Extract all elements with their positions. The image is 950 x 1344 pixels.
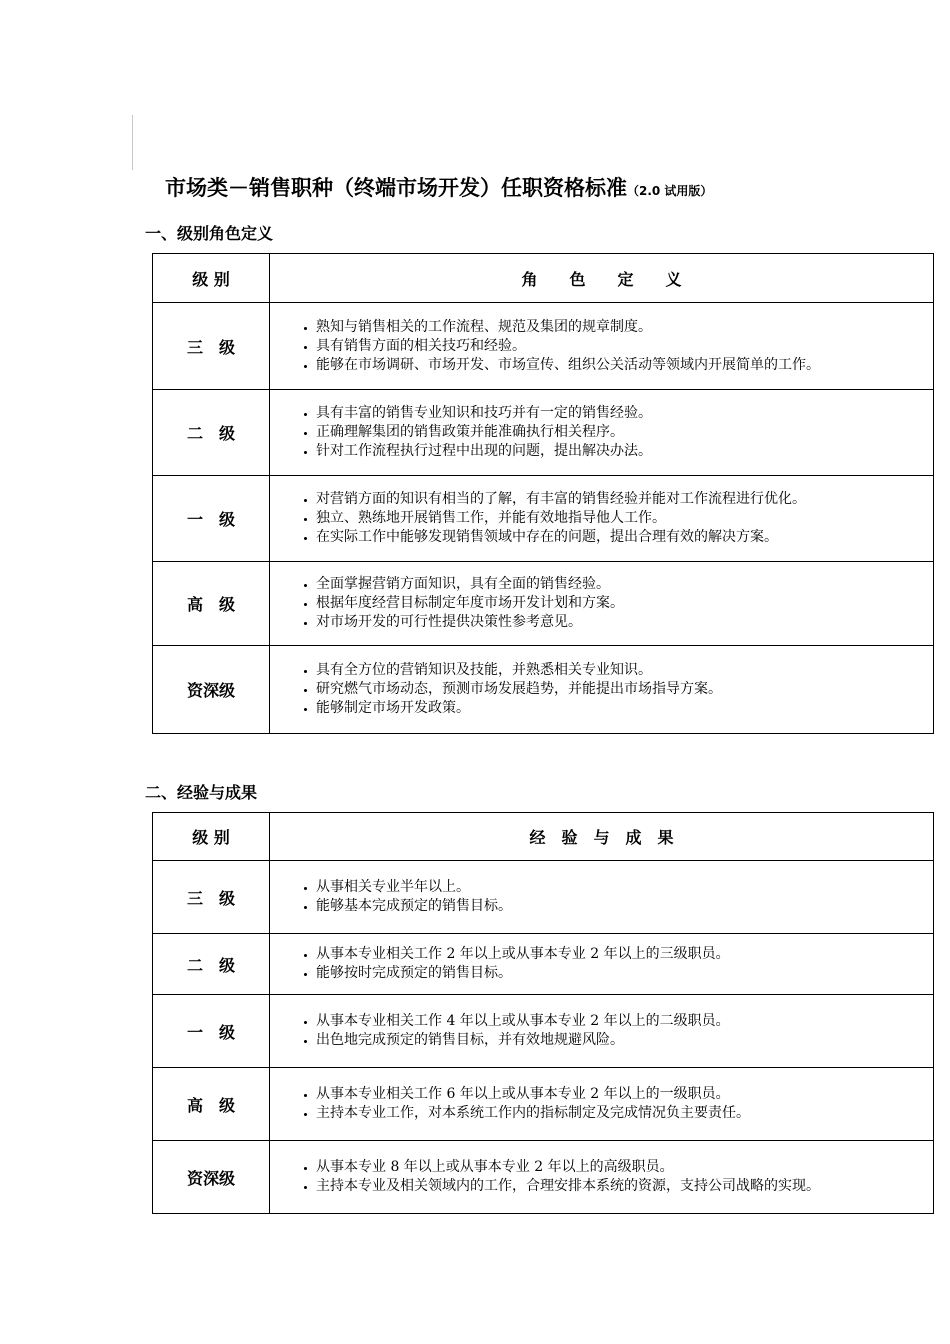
table-row xyxy=(153,934,934,995)
table-row xyxy=(153,303,934,390)
content-cell xyxy=(270,1068,934,1141)
title-version: （2.0 试用版） xyxy=(627,184,713,198)
bullet-item: • 出色地完成预定的销售目标，并有效地规避风险。 xyxy=(316,1031,933,1050)
page-title xyxy=(165,172,712,202)
bullet-list xyxy=(270,490,933,547)
bullet-item: • 对营销方面的知识有相当的了解，有丰富的销售经验并能对工作流程进行优化。 xyxy=(316,490,933,509)
bullet-item: • 主持本专业工作，对本系统工作内的指标制定及完成情况负主要责任。 xyxy=(316,1104,933,1123)
bullet-item: • 全面掌握营销方面知识，具有全面的销售经验。 xyxy=(316,575,933,594)
level-cell: 二 级 xyxy=(153,390,270,476)
table-row xyxy=(153,646,934,734)
level-cell: 二 级 xyxy=(153,934,270,995)
experience-table xyxy=(152,812,934,1214)
level-cell: 三 级 xyxy=(153,861,270,934)
content-cell xyxy=(270,390,934,476)
bullet-item: • 从事本专业 8 年以上或从事本专业 2 年以上的高级职员。 xyxy=(316,1158,933,1177)
bullet-item: • 根据年度经营目标制定年度市场开发计划和方案。 xyxy=(316,594,933,613)
col-header-level: 级 别 xyxy=(153,254,270,303)
bullet-item: • 具有丰富的销售专业知识和技巧并有一定的销售经验。 xyxy=(316,404,933,423)
bullet-list xyxy=(270,1085,933,1123)
table-row xyxy=(153,562,934,646)
content-cell xyxy=(270,934,934,995)
table-header-row xyxy=(153,813,934,861)
table-header-row xyxy=(153,254,934,303)
col-header-role: 角 色 定 义 xyxy=(270,254,934,303)
bullet-list xyxy=(270,1158,933,1196)
section2-heading: 二、经验与成果 xyxy=(145,783,258,802)
table-row xyxy=(153,861,934,934)
bullet-item: • 针对工作流程执行过程中出现的问题，提出解决办法。 xyxy=(316,442,933,461)
level-cell: 高 级 xyxy=(153,562,270,646)
level-cell: 一 级 xyxy=(153,476,270,562)
col-header-experience: 经 验 与 成 果 xyxy=(270,813,934,861)
bullet-item: • 从事本专业相关工作 6 年以上或从事本专业 2 年以上的一级职员。 xyxy=(316,1085,933,1104)
margin-mark xyxy=(132,115,133,170)
content-cell xyxy=(270,646,934,734)
bullet-list xyxy=(270,1012,933,1050)
bullet-item: • 具有全方位的营销知识及技能，并熟悉相关专业知识。 xyxy=(316,661,933,680)
bullet-item: • 对市场开发的可行性提供决策性参考意见。 xyxy=(316,613,933,632)
bullet-list xyxy=(270,878,933,916)
bullet-list xyxy=(270,575,933,632)
level-cell: 资深级 xyxy=(153,646,270,734)
content-cell xyxy=(270,1141,934,1214)
bullet-item: • 正确理解集团的销售政策并能准确执行相关程序。 xyxy=(316,423,933,442)
bullet-item: • 能够在市场调研、市场开发、市场宣传、组织公关活动等领域内开展简单的工作。 xyxy=(316,356,933,375)
table-row xyxy=(153,1068,934,1141)
table-row xyxy=(153,476,934,562)
bullet-item: • 从事相关专业半年以上。 xyxy=(316,878,933,897)
table-row xyxy=(153,1141,934,1214)
bullet-list xyxy=(270,318,933,375)
level-cell: 一 级 xyxy=(153,995,270,1068)
bullet-list xyxy=(270,945,933,983)
bullet-item: • 研究燃气市场动态，预测市场发展趋势，并能提出市场指导方案。 xyxy=(316,680,933,699)
role-definition-table xyxy=(152,253,934,734)
bullet-item: • 在实际工作中能够发现销售领域中存在的问题，提出合理有效的解决方案。 xyxy=(316,528,933,547)
bullet-item: • 从事本专业相关工作 2 年以上或从事本专业 2 年以上的三级职员。 xyxy=(316,945,933,964)
title-main: 市场类－销售职种（终端市场开发）任职资格标准 xyxy=(165,176,627,200)
bullet-item: • 能够制定市场开发政策。 xyxy=(316,699,933,718)
bullet-item: • 主持本专业及相关领域内的工作，合理安排本系统的资源，支持公司战略的实现。 xyxy=(316,1177,933,1196)
table-row xyxy=(153,390,934,476)
level-cell: 高 级 xyxy=(153,1068,270,1141)
content-cell xyxy=(270,303,934,390)
content-cell xyxy=(270,476,934,562)
content-cell xyxy=(270,995,934,1068)
table-row xyxy=(153,995,934,1068)
bullet-item: • 从事本专业相关工作 4 年以上或从事本专业 2 年以上的二级职员。 xyxy=(316,1012,933,1031)
bullet-list xyxy=(270,661,933,718)
bullet-item: • 能够按时完成预定的销售目标。 xyxy=(316,964,933,983)
col-header-level: 级 别 xyxy=(153,813,270,861)
level-cell: 资深级 xyxy=(153,1141,270,1214)
level-cell: 三 级 xyxy=(153,303,270,390)
content-cell xyxy=(270,562,934,646)
bullet-list xyxy=(270,404,933,461)
bullet-item: • 熟知与销售相关的工作流程、规范及集团的规章制度。 xyxy=(316,318,933,337)
content-cell xyxy=(270,861,934,934)
bullet-item: • 独立、熟练地开展销售工作，并能有效地指导他人工作。 xyxy=(316,509,933,528)
bullet-item: • 能够基本完成预定的销售目标。 xyxy=(316,897,933,916)
bullet-item: • 具有销售方面的相关技巧和经验。 xyxy=(316,337,933,356)
section1-heading: 一、级别角色定义 xyxy=(145,224,274,243)
